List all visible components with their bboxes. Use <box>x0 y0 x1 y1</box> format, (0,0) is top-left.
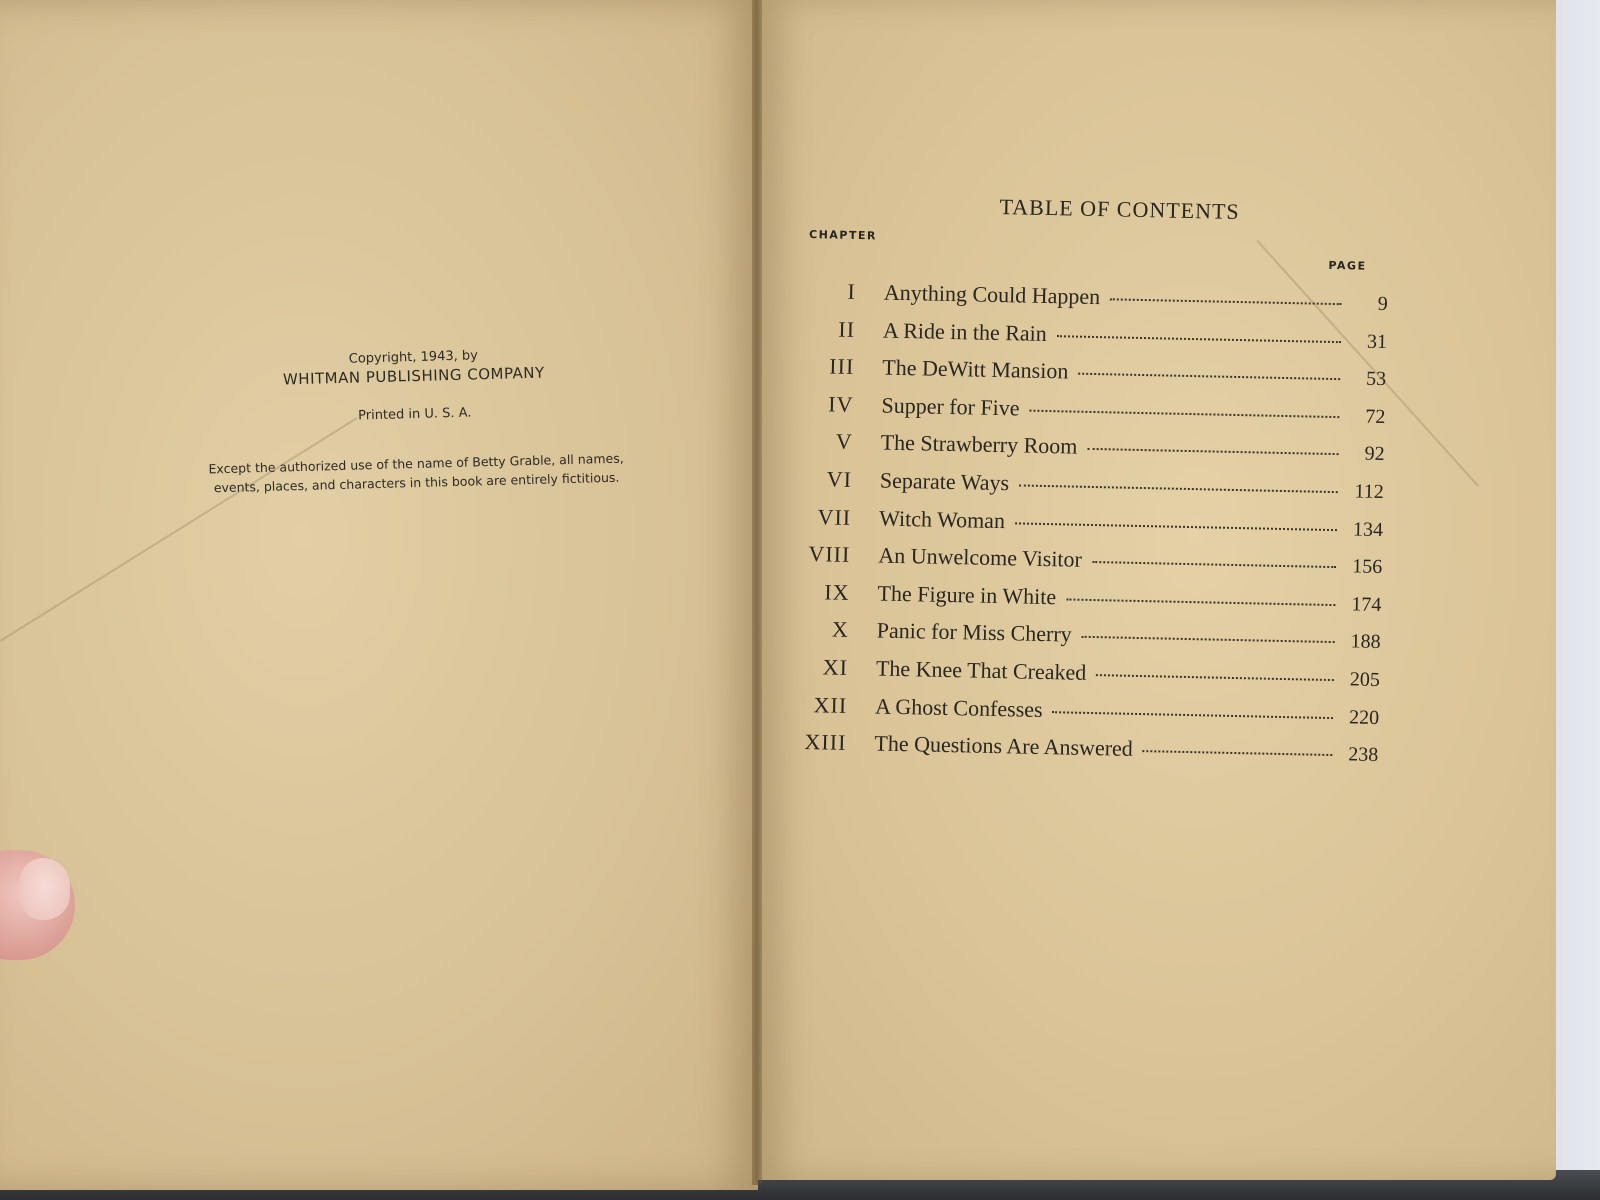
chapter-number: V <box>835 428 853 455</box>
dot-leader <box>1057 335 1341 343</box>
dot-leader <box>1096 674 1334 681</box>
chapter-page: 112 <box>1354 480 1385 504</box>
disclaimer-text: Except the authorized use of the name of Betty Grable, all names, events, places, and characters in this book are entirely fictitious. <box>208 450 624 496</box>
chapter-title: The Strawberry Room <box>880 429 1078 460</box>
chapter-number: VIII <box>808 541 851 568</box>
chapter-title: A Ghost Confesses <box>874 693 1043 722</box>
toc-list <box>798 278 1388 779</box>
chapter-label: CHAPTER <box>808 227 878 243</box>
chapter-title: Anything Could Happen <box>883 279 1101 310</box>
book-gutter <box>752 0 762 1185</box>
chapter-page: 53 <box>1365 367 1387 391</box>
dot-leader <box>1078 373 1340 380</box>
table-of-contents <box>798 190 1390 779</box>
toc-title: TABLE OF CONTENTS <box>999 193 1240 225</box>
chapter-page: 188 <box>1350 630 1381 654</box>
chapter-title: Panic for Miss Cherry <box>876 617 1072 647</box>
chapter-page: 92 <box>1364 443 1385 466</box>
dot-leader <box>1092 561 1336 568</box>
chapter-page: 174 <box>1351 593 1382 616</box>
chapter-number: III <box>829 353 855 380</box>
left-page <box>0 0 758 1190</box>
chapter-page: 238 <box>1348 743 1379 767</box>
chapter-number: VII <box>817 503 852 530</box>
chapter-number: VI <box>826 466 853 492</box>
chapter-title: The Knee That Creaked <box>875 655 1087 685</box>
chapter-number: XIII <box>804 729 847 756</box>
chapter-title: Witch Woman <box>878 505 1006 533</box>
dot-leader <box>1053 711 1334 719</box>
chapter-number: I <box>847 278 857 304</box>
dot-leader <box>1087 448 1338 455</box>
chapter-page: 220 <box>1348 705 1380 729</box>
chapter-page: 31 <box>1366 330 1388 353</box>
chapter-number: II <box>838 316 856 342</box>
printed-location: Printed in U. S. A. <box>357 405 472 424</box>
chapter-title: The DeWitt Mansion <box>882 354 1069 384</box>
page-label: PAGE <box>1328 258 1367 273</box>
chapter-number: XI <box>822 654 849 680</box>
dot-leader <box>1082 636 1335 643</box>
thumbnail-nail <box>20 858 70 920</box>
chapter-page: 205 <box>1349 668 1381 691</box>
copyright-block <box>193 344 637 497</box>
chapter-number: IX <box>824 579 850 605</box>
dot-leader <box>1030 409 1340 417</box>
publisher-name: WHITMAN PUBLISHING COMPANY <box>282 363 545 389</box>
chapter-page: 72 <box>1365 405 1386 428</box>
chapter-title: Separate Ways <box>879 467 1010 496</box>
chapter-page: 9 <box>1377 292 1388 316</box>
dot-leader <box>1015 522 1337 531</box>
chapter-page: 156 <box>1352 555 1383 579</box>
chapter-title: Supper for Five <box>881 392 1020 421</box>
chapter-number: X <box>831 616 850 643</box>
chapter-title: The Questions Are Answered <box>874 730 1134 762</box>
dot-leader <box>1143 750 1333 756</box>
chapter-title: A Ride in the Rain <box>882 317 1048 346</box>
chapter-title: The Figure in White <box>877 580 1057 609</box>
dot-leader <box>1110 298 1342 305</box>
chapter-number: XII <box>813 691 848 718</box>
chapter-page: 134 <box>1352 518 1384 541</box>
dot-leader <box>1066 598 1335 606</box>
chapter-title: An Unwelcome Visitor <box>878 542 1083 572</box>
toc-header <box>809 228 1390 272</box>
copyright-line: Copyright, 1943, by <box>348 348 479 367</box>
chapter-number: IV <box>828 391 854 417</box>
dot-leader <box>1019 484 1338 493</box>
